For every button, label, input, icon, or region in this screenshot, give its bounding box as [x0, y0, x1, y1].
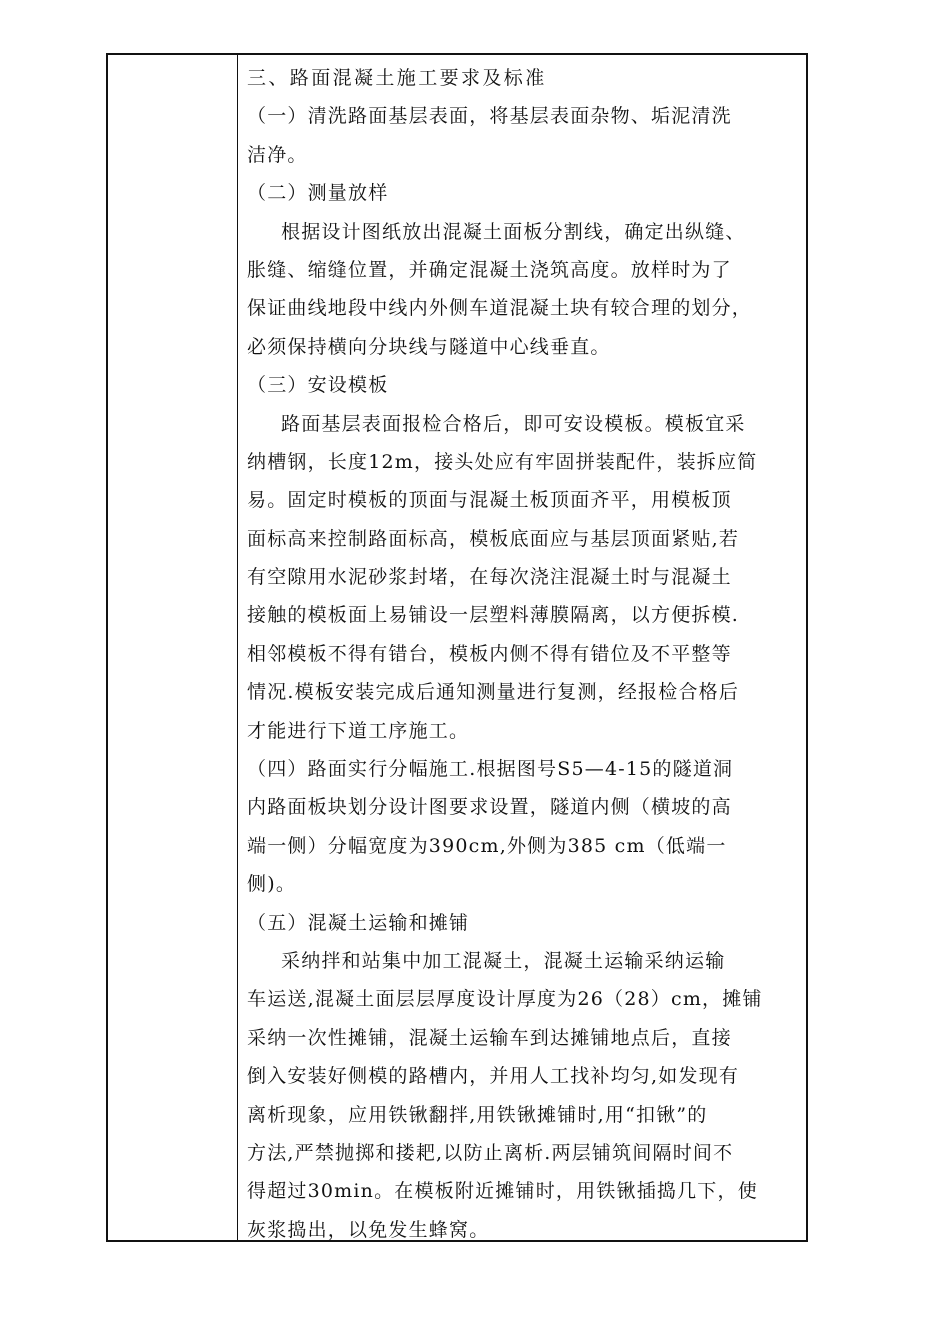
- item-5-heading: （五）混凝土运输和摊铺: [247, 911, 470, 934]
- item-4-text-line: 端一侧）分幅宽度为390cm,外侧为385 cm（低端一: [247, 834, 727, 857]
- item-1-text-line: 洁净。: [247, 143, 308, 166]
- item-5-text-line: 采纳拌和站集中加工混凝土，混凝土运输采纳运输: [281, 949, 726, 972]
- table-frame: [106, 53, 808, 1242]
- item-5-text-line: 采纳一次性摊铺，混凝土运输车到达摊铺地点后，直接: [247, 1026, 732, 1049]
- item-5-text-line: 得超过30min。在模板附近摊铺时，用铁锹插捣几下，使: [247, 1180, 758, 1203]
- content-cell: [239, 55, 806, 1240]
- item-2-text-line: 胀缝、缩缝位置，并确定混凝土浇筑高度。放样时为了: [247, 258, 732, 281]
- item-3-text-line: 相邻模板不得有错台，模板内侧不得有错位及不平整等: [247, 642, 732, 665]
- item-1-text-line: （一）清洗路面基层表面，将基层表面杂物、垢泥清洗: [247, 105, 732, 128]
- item-5-text-line: 灰浆捣出，以免发生蜂窝。: [247, 1218, 490, 1240]
- item-3-text-line: 面标高来控制路面标高，模板底面应与基层顶面紧贴,若: [247, 527, 740, 550]
- item-5-text-line: 方法,严禁抛掷和搂耙,以防止离析.两层铺筑间隔时间不: [247, 1141, 734, 1164]
- item-3-text-line: 易。固定时模板的顶面与混凝土板顶面齐平，用模板顶: [247, 489, 732, 512]
- section-heading: 三、路面混凝土施工要求及标准: [247, 67, 547, 89]
- item-3-text-line: 路面基层表面报检合格后，即可安设模板。模板宜采: [281, 412, 746, 435]
- item-4-text-line: （四）路面实行分幅施工.根据图号S5—4-15的隧道洞: [247, 758, 734, 781]
- item-4-text-line: 侧)。: [247, 873, 297, 896]
- left-cell: [108, 55, 238, 1240]
- item-4-text-line: 内路面板块划分设计图要求设置，隧道内侧（横坡的高: [247, 796, 732, 819]
- item-3-text-line: 接触的模板面上易铺设一层塑料薄膜隔离，以方便拆模.: [247, 604, 740, 627]
- item-2-text-line: 保证曲线地段中线内外侧车道混凝土块有较合理的划分，: [247, 297, 753, 320]
- item-5-text-line: 车运送,混凝土面层层厚度设计厚度为26（28）cm，摊铺: [247, 988, 763, 1011]
- item-3-heading: （三）安设模板: [247, 374, 389, 397]
- item-5-text-line: 倒入安装好侧模的路槽内，并用人工找补均匀,如发现有: [247, 1065, 740, 1088]
- item-2-text-line: 根据设计图纸放出混凝土面板分割线，确定出纵缝、: [281, 220, 746, 243]
- item-3-text-line: 情况.模板安装完成后通知测量进行复测，经报检合格后: [247, 681, 740, 704]
- item-2-text-line: 必须保持横向分块线与隧道中心线垂直。: [247, 335, 611, 358]
- item-5-text-line: 离析现象，应用铁锹翻拌,用铁锹摊铺时,用“扣锹”的: [247, 1103, 708, 1126]
- item-3-text-line: 纳槽钢，长度12m，接头处应有牢固拼装配件，装拆应简: [247, 450, 758, 473]
- item-2-heading: （二）测量放样: [247, 182, 389, 205]
- item-3-text-line: 有空隙用水泥砂浆封堵，在每次浇注混凝土时与混凝土: [247, 566, 732, 589]
- item-3-text-line: 才能进行下道工序施工。: [247, 719, 470, 742]
